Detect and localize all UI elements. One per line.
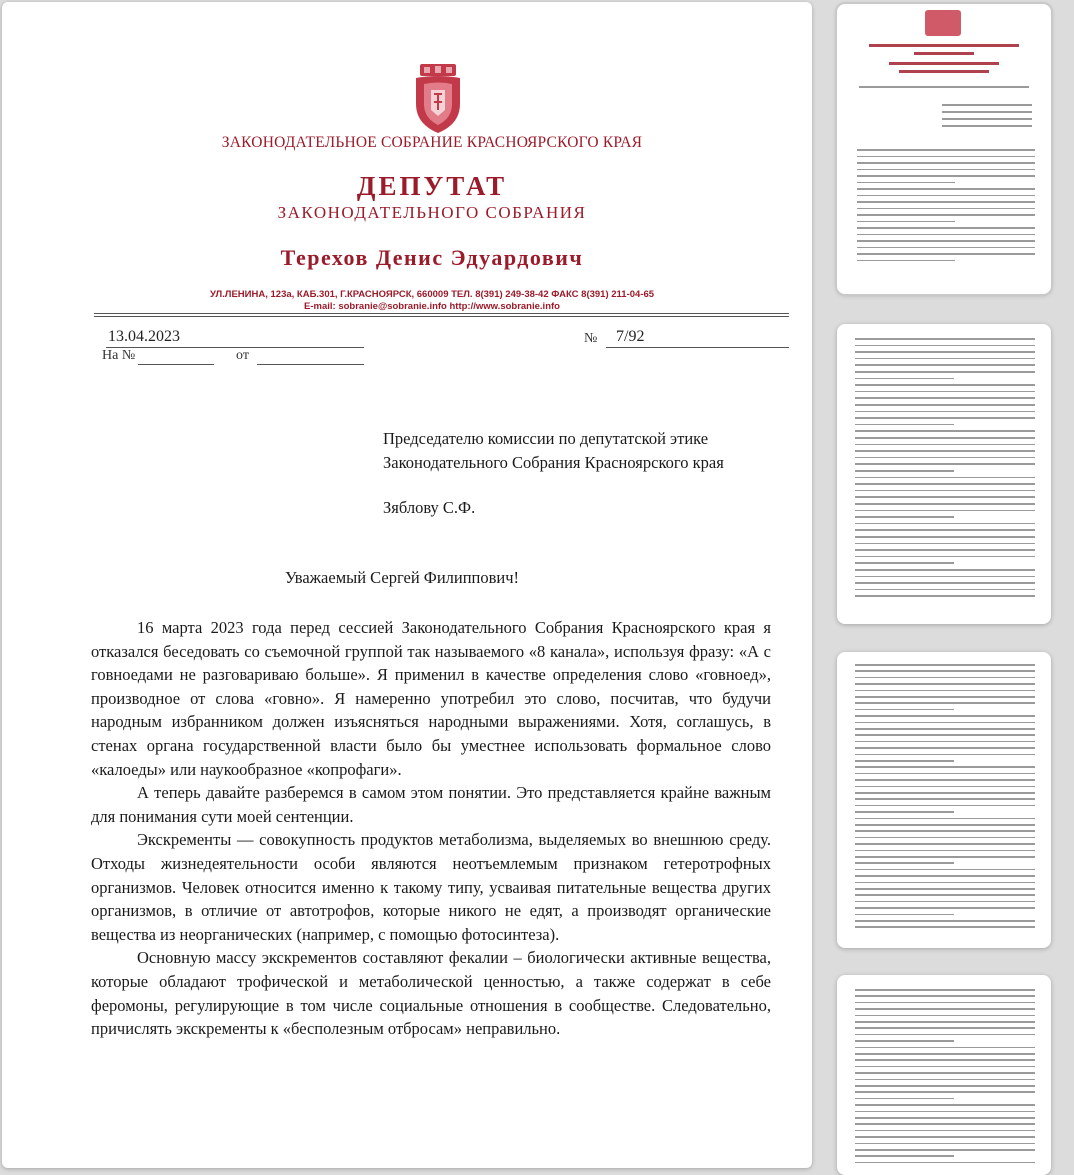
thumbnail-text-line	[855, 702, 1035, 704]
thumbnail-text-line	[855, 773, 1035, 775]
reference-number-underline	[138, 364, 214, 365]
thumbnail-text-line	[855, 670, 1035, 672]
thumbnail-text-line	[857, 201, 1035, 203]
thumbnail-text-line	[859, 86, 1029, 88]
thumbnail-text-line	[855, 766, 1035, 768]
thumbnail-text-line	[857, 175, 1035, 177]
thumbnail-text-line	[855, 1085, 1035, 1087]
thumbnail-text-line	[855, 1130, 1035, 1132]
thumbnail-text-line	[855, 450, 1035, 452]
deputy-subtitle: ЗАКОНОДАТЕЛЬНОГО СОБРАНИЯ	[277, 203, 587, 222]
thumbnail-text-line	[855, 907, 1035, 909]
thumbnail-text-line	[857, 156, 1035, 158]
thumbnail-text-line	[857, 227, 1035, 229]
letter-date: 13.04.2023	[108, 328, 180, 345]
thumbnail-text-line	[855, 926, 1035, 928]
thumbnail-text-line	[855, 741, 1035, 743]
deputy-title: ДЕПУТАТ	[356, 171, 508, 201]
body-paragraph: Экскременты — совокупность продуктов метаболизма, выделяемых во внешнюю среду. Отходы жизнедеятельности особи являются неотъемлемым признаком гетеротрофных организмов. Человек относится именно к такому типу, усваивая питательные вещества других организмов, в отличие от автотрофов, которые никого не едят, а производят органические вещества из неорганических (например, с помощью фотосинтеза).	[91, 830, 771, 944]
reference-number-label: На №	[102, 348, 136, 363]
thumbnail-text-line	[855, 543, 1035, 545]
header-divider	[94, 313, 789, 314]
thumbnail-text-line	[857, 214, 1035, 216]
body-paragraph: А теперь давайте разберемся в самом этом понятии. Это представляется крайне важным для понимания сути моей сентенции.	[91, 783, 771, 826]
thumbnail-text-line	[855, 1053, 1035, 1055]
thumbnail-text-line	[857, 149, 1035, 151]
contact-address	[182, 289, 682, 313]
thumbnail-text-line	[857, 240, 1035, 242]
page-thumbnail-3[interactable]	[837, 652, 1051, 948]
thumbnail-heading-line	[869, 44, 1019, 47]
deputy-name: Терехов Денис Эдуардович	[280, 245, 584, 270]
thumbnail-text-line	[855, 1047, 1035, 1049]
thumbnail-text-line	[855, 995, 1035, 997]
thumbnail-text-line	[855, 664, 1035, 666]
thumbnail-text-line	[942, 125, 1032, 127]
thumbnail-heading-line	[889, 62, 999, 65]
thumbnail-text-line	[857, 182, 955, 184]
thumbnail-text-line	[855, 523, 1035, 525]
thumbnail-text-line	[857, 253, 1035, 255]
thumbnail-text-line	[855, 595, 1035, 597]
thumbnail-text-line	[855, 677, 1035, 679]
thumbnail-text-line	[855, 391, 1035, 393]
thumbnail-text-line	[855, 1123, 1035, 1125]
thumbnail-text-line	[855, 477, 1035, 479]
page-thumbnail-2[interactable]	[837, 324, 1051, 624]
thumbnail-text-line	[855, 569, 1035, 571]
thumbnail-text-line	[855, 1008, 1035, 1010]
thumbnail-text-line	[855, 690, 1035, 692]
thumbnail-text-line	[855, 856, 1035, 858]
thumbnail-text-line	[855, 1079, 1035, 1081]
thumbnail-text-line	[855, 894, 1035, 896]
thumbnail-text-line	[942, 111, 1032, 113]
thumbnail-text-line	[855, 404, 1035, 406]
thumbnail-heading-line	[899, 70, 989, 73]
thumbnail-text-line	[855, 576, 1035, 578]
thumbnail-text-line	[855, 786, 1035, 788]
email-website-line: E-mail: sobranie@sobranie.info http://www.sobranie.info	[304, 301, 560, 312]
thumbnail-text-line	[942, 104, 1032, 106]
thumbnail-text-line	[855, 364, 1035, 366]
thumbnail-text-line	[855, 1091, 1035, 1093]
thumbnail-text-line	[855, 989, 1035, 991]
thumbnail-text-line	[855, 683, 1035, 685]
thumbnail-text-line	[855, 496, 1035, 498]
thumbnail-text-line	[855, 411, 1035, 413]
thumbnail-text-line	[855, 1059, 1035, 1061]
thumbnail-text-line	[855, 582, 1035, 584]
thumbnail-text-line	[855, 437, 1035, 439]
thumbnail-text-line	[857, 162, 1035, 164]
salutation: Уважаемый Сергей Филиппович!	[284, 568, 520, 587]
thumbnail-text-line	[855, 830, 1035, 832]
addressee-block	[383, 427, 803, 475]
letter-number: 7/92	[616, 328, 645, 345]
date-underline	[106, 347, 364, 348]
thumbnail-text-line	[857, 195, 1035, 197]
thumbnail-text-line	[855, 562, 954, 564]
thumbnail-letterhead	[925, 10, 961, 36]
thumbnail-text-line	[855, 430, 1035, 432]
thumbnail-text-line	[855, 463, 1035, 465]
thumbnail-text-line	[855, 760, 954, 762]
letter-number-underline	[606, 347, 789, 348]
thumbnail-text-line	[855, 792, 1035, 794]
thumbnail-text-line	[855, 1111, 1035, 1113]
thumbnail-text-line	[857, 221, 955, 223]
thumbnail-text-line	[855, 424, 954, 426]
thumbnail-text-line	[855, 490, 1035, 492]
thumbnail-text-line	[855, 1155, 954, 1157]
thumbnail-text-line	[857, 208, 1035, 210]
thumbnail-text-line	[855, 850, 1035, 852]
thumbnail-text-line	[855, 722, 1035, 724]
thumbnail-text-line	[855, 734, 1035, 736]
thumbnail-text-line	[855, 862, 954, 864]
thumbnail-text-line	[855, 483, 1035, 485]
thumbnail-text-line	[857, 188, 1035, 190]
thumbnail-text-line	[855, 345, 1035, 347]
thumbnail-text-line	[855, 1072, 1035, 1074]
krasnoyarsk-coat-of-arms-emblem	[414, 64, 462, 134]
thumbnail-text-line	[855, 1021, 1035, 1023]
thumbnail-text-line	[855, 805, 1035, 807]
thumbnail-text-line	[855, 378, 954, 380]
thumbnail-text-line	[855, 358, 1035, 360]
thumbnail-text-line	[855, 1143, 1035, 1145]
thumbnail-text-line	[855, 397, 1035, 399]
thumbnail-text-line	[855, 824, 1035, 826]
thumbnail-text-line	[855, 1117, 1035, 1119]
thumbnail-text-line	[855, 338, 1035, 340]
thumbnail-text-line	[855, 510, 1035, 512]
thumbnail-text-line	[855, 384, 1035, 386]
thumbnail-text-line	[855, 470, 954, 472]
thumbnail-text-line	[855, 1136, 1035, 1138]
thumbnail-text-line	[855, 549, 1035, 551]
letter-number-label: №	[584, 331, 598, 346]
thumbnail-text-line	[855, 444, 1035, 446]
thumbnail-text-line	[855, 920, 1035, 922]
thumbnail-text-line	[855, 754, 1035, 756]
thumbnail-text-line	[855, 1015, 1035, 1017]
thumbnail-text-line	[855, 1149, 1035, 1151]
body-paragraph: 16 марта 2023 года перед сессией Законодательного Собрания Красноярского края я отказался беседовать со съемочной группой так называемого «8 канала», используя фразу: «А с говноедами не разговариваю больше». Я применил в качестве определения слово «говноед», производное от слова «говно». Я намеренно употребил это слово, посчитав, что будучи народным избранником должен изъясняться народными выражениями. Хотя, соглашусь, в стенах органа государственной власти было бы уместнее использовать формальное слово «калоеды» или наукообразное «копрофаги».	[91, 618, 771, 779]
thumbnail-text-line	[855, 503, 1035, 505]
header-divider	[94, 316, 789, 317]
thumbnail-text-line	[855, 371, 1035, 373]
address-line: УЛ.ЛЕНИНА, 123а, КАБ.301, Г.КРАСНОЯРСК, 660009 ТЕЛ. 8(391) 249-38-42 ФАКС 8(391) 211-04-65	[209, 289, 655, 300]
thumbnail-text-line	[855, 888, 1035, 890]
thumbnail-heading-line	[914, 52, 974, 55]
thumbnail-text-line	[855, 811, 954, 813]
thumbnail-text-line	[855, 417, 1035, 419]
thumbnail-text-line	[855, 728, 1035, 730]
thumbnail-text-line	[855, 1104, 1035, 1106]
reference-date-label: от	[236, 348, 249, 363]
thumbnail-text-line	[855, 837, 1035, 839]
letter-body	[91, 616, 771, 1041]
thumbnail-text-line	[855, 351, 1035, 353]
addressee-name: Зяблову С.Ф.	[383, 498, 476, 517]
thumbnail-text-line	[855, 556, 1035, 558]
thumbnail-text-line	[857, 234, 1035, 236]
thumbnail-text-line	[855, 843, 1035, 845]
addressee-organization: Законодательного Собрания Красноярского края	[383, 453, 724, 472]
thumbnail-text-line	[855, 1002, 1035, 1004]
addressee-position: Председателю комиссии по депутатской этике	[383, 429, 709, 448]
thumbnail-text-line	[855, 901, 1035, 903]
thumbnail-text-line	[855, 1040, 954, 1042]
thumbnail-text-line	[857, 247, 1035, 249]
thumbnail-text-line	[855, 1162, 1035, 1164]
thumbnail-text-line	[855, 914, 954, 916]
page-thumbnail-4[interactable]	[837, 975, 1051, 1175]
thumbnail-text-line	[855, 869, 1035, 871]
thumbnail-text-line	[855, 779, 1035, 781]
thumbnail-text-line	[855, 1098, 954, 1100]
thumbnail-text-line	[855, 457, 1035, 459]
reference-date-underline	[257, 364, 364, 365]
thumbnail-text-line	[857, 260, 955, 262]
thumbnail-text-line	[855, 1066, 1035, 1068]
thumbnail-text-line	[855, 715, 1035, 717]
thumbnail-text-line	[855, 709, 954, 711]
thumbnail-text-line	[855, 529, 1035, 531]
page-thumbnail-1[interactable]	[837, 4, 1051, 294]
thumbnail-text-line	[942, 118, 1032, 120]
thumbnail-text-line	[855, 536, 1035, 538]
thumbnail-text-line	[855, 516, 954, 518]
body-paragraph: Основную массу экскрементов составляют фекалии – биологически активные вещества, которые обладают трофической и метаболической ценностью, а также содержат в себе феромоны, регулирующие в том числе социальные отношения в сообществе. Следовательно, причислять экскременты к «бесполезным отбросам» неправильно.	[91, 948, 771, 1039]
thumbnail-text-line	[855, 1034, 1035, 1036]
organization-name: ЗАКОНОДАТЕЛЬНОЕ СОБРАНИЕ КРАСНОЯРСКОГО КРАЯ	[221, 134, 643, 151]
thumbnail-text-line	[855, 589, 1035, 591]
document-page	[2, 2, 812, 1168]
thumbnail-text-line	[855, 1027, 1035, 1029]
thumbnail-text-line	[855, 882, 1035, 884]
thumbnail-text-line	[855, 818, 1035, 820]
thumbnail-text-line	[855, 696, 1035, 698]
thumbnail-text-line	[857, 169, 1035, 171]
thumbnail-text-line	[855, 747, 1035, 749]
thumbnail-text-line	[855, 798, 1035, 800]
thumbnail-text-line	[855, 875, 1035, 877]
